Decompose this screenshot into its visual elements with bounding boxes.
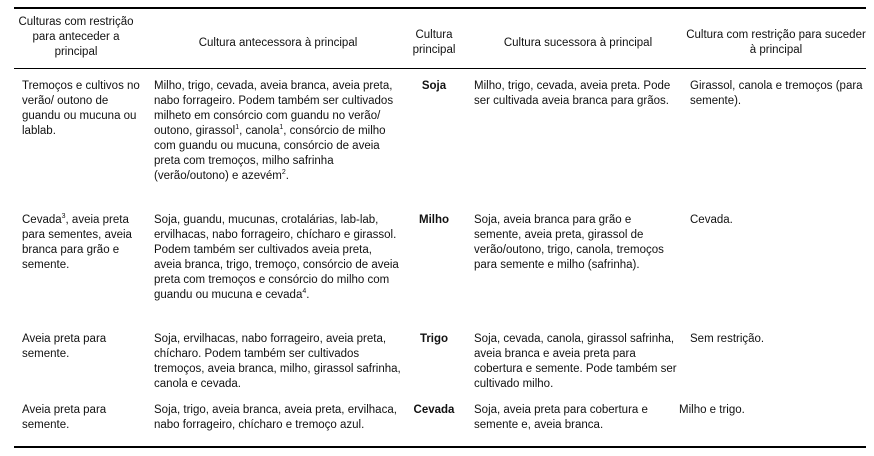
row3-restricted-after: Sem restrição. [690,333,765,345]
row2-preceding-text-1: Soja, guandu, mucunas, crotalárias, lab-lab, ervilhacas, nabo forrageiro, chícharo e girassol. Podem também ser cultivados aveia preta, aveia branca, trigo, tremoço, consórcio de aveia preta com tremoços e consórcio do milho com guandu ou mucuna e cevada [154,214,399,301]
header-main: Cultura principal [412,29,456,56]
row2-main-crop: Milho [418,214,450,226]
row2-succeeding: Soja, aveia branca para grão e semente, aveia preta, girassol de verão/outono, trigo, canola, tremoços para semente e milho (safrinha). [474,214,664,271]
header-restricted-after: Cultura com restrição para suceder à principal [686,29,866,56]
row4-main-crop: Cevada [413,404,455,416]
row1-preceding-text-3: , consórcio de milho com guandu ou mucuna, consórcio de aveia preta com tremoços, milho safrinha (verão/outono) e azevém [154,125,386,182]
header-restricted-before: Culturas com restrição para anteceder a principal [18,16,134,58]
row2-restricted-before [22,213,148,273]
footnote-2-marker: 2 [281,169,286,177]
row1-succeeding: Milho, trigo, cevada, aveia preta. Pode ser cultivada aveia branca para grãos. [474,80,671,107]
row1-restricted-before: Tremoços e cultivos no verão/ outono de guandu ou mucuna ou lablab. [22,80,140,137]
row3-main-crop: Trigo [419,333,449,345]
row4-restricted-before: Aveia preta para semente. [22,404,107,431]
header-preceding: Cultura antecessora à principal [198,37,358,49]
row1-preceding-text-1: Milho, trigo, cevada, aveia branca, aveia preta, nabo forrageiro. Podem também ser cultivados milheto em consórcio com guandu no verão/ outono, girassol [154,80,394,137]
footnote-3-marker: 3 [61,213,66,221]
table-top-rule [14,7,866,9]
row2-preceding-text-2: . [306,289,310,301]
header-rule [14,68,866,69]
row1-preceding [154,79,402,184]
row3-succeeding: Soja, cevada, canola, girassol safrinha, aveia branca e aveia preta para cobertura e semente. Pode também ser cultivado milho. [474,333,677,390]
row2-restricted-after: Cevada. [690,214,733,226]
row4-restricted-after: Milho e trigo. [679,404,745,416]
table-bottom-rule [14,446,866,448]
row3-preceding: Soja, ervilhacas, nabo forrageiro, aveia preta, chícharo. Podem também ser cultivados tremoços, aveia branca, milho, girassol safrinha, canola e cevada. [154,333,401,390]
row2-preceding [154,213,402,303]
row2-restricted-before-text-1: Cevada [22,214,62,226]
footnote-4-marker: 4 [302,288,307,296]
header-succeeding: Cultura sucessora à principal [503,37,653,49]
row1-main-crop: Soja [421,80,447,92]
row4-preceding: Soja, trigo, aveia branca, aveia preta, ervilhaca, nabo forrageiro, chícharo e tremoço azul. [154,404,397,431]
footnote-1-marker: 1 [235,124,240,132]
row2-restricted-before-text-2: , aveia preta para sementes, aveia branca para grão e semente. [22,214,132,271]
row1-preceding-text-4: . [285,170,289,182]
footnote-1-marker: 1 [279,124,284,132]
row4-succeeding: Soja, aveia preta para cobertura e semente e, aveia branca. [474,404,648,431]
row1-preceding-text-2: , canola [239,125,280,137]
row1-restricted-after: Girassol, canola e tremoços (para semente). [690,80,863,107]
row3-restricted-before: Aveia preta para semente. [22,333,107,360]
